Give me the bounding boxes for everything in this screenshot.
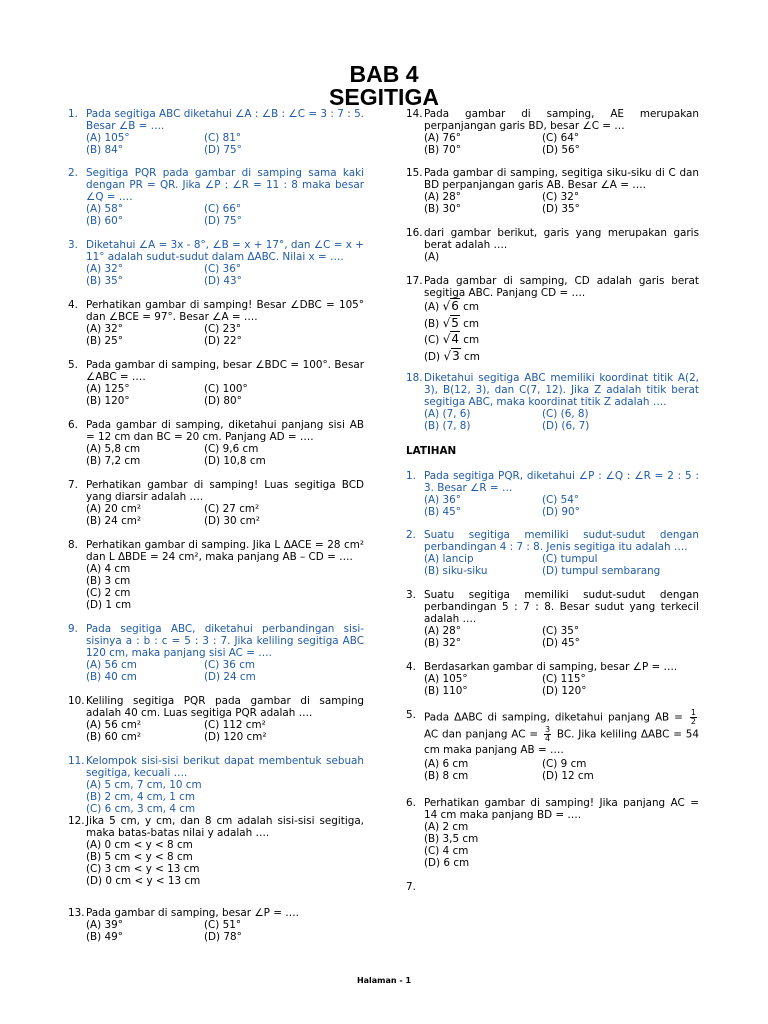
question-item [406, 529, 699, 577]
answer-options [424, 821, 699, 869]
answer-options [424, 553, 699, 577]
answer-option[interactable]: (B) 3,5 cm [424, 833, 479, 845]
answer-option[interactable]: (D) 75° [204, 144, 242, 156]
option-label: (D) [424, 350, 441, 363]
answer-option[interactable] [424, 299, 699, 316]
question-item [406, 227, 699, 263]
answer-option[interactable]: (B) 35° [86, 275, 123, 287]
answer-option[interactable]: (C) 64° [542, 132, 580, 144]
question-text: Perhatikan gambar di samping! Jika panjang AC = 14 cm maka panjang BD = …. [424, 797, 699, 821]
answer-options [424, 625, 699, 649]
answer-options [86, 383, 364, 407]
answer-option[interactable]: (A) 5 cm, 7 cm, 10 cm [86, 779, 202, 791]
answer-option[interactable]: (B) 110° [424, 685, 468, 697]
answer-option[interactable]: (D) 12 cm [542, 770, 594, 782]
answer-options [424, 132, 699, 156]
question-item [406, 372, 699, 432]
question-number: 12. [68, 815, 85, 827]
answer-option[interactable]: (C) 54° [542, 494, 580, 506]
question-text: Pada segitiga ABC, diketahui perbandingan sisi-sisinya a : b : c = 5 : 3 : 7. Jika keliling segitiga ABC 120 cm, maka panjang sisi AC = …. [86, 623, 364, 659]
fraction-numerator: 3 [544, 725, 551, 734]
question-body [424, 167, 699, 215]
answer-option[interactable]: (D) 56° [542, 144, 580, 156]
answer-options [86, 839, 364, 887]
answer-option[interactable]: (B) 25° [86, 335, 123, 347]
question-body [86, 755, 364, 815]
question-item [68, 239, 364, 287]
question-number: 3. [68, 239, 78, 251]
answer-option[interactable]: (B) 30° [424, 203, 461, 215]
question-number: 18. [406, 372, 423, 384]
answer-options [86, 503, 364, 527]
answer-options [86, 919, 364, 943]
answer-option[interactable]: (D) 1 cm [86, 599, 132, 611]
question-text: Pada gambar di samping, CD adalah garis berat segitiga ABC. Panjang CD = …. [424, 275, 699, 299]
answer-option[interactable]: (B) 49° [86, 931, 123, 943]
answer-option[interactable]: (D) 90° [542, 506, 580, 518]
answer-option[interactable]: (A) 56 cm [86, 659, 137, 671]
question-body [424, 275, 699, 365]
question-number: 10. [68, 695, 85, 707]
answer-options [86, 443, 364, 467]
answer-options [86, 132, 364, 156]
fraction [690, 709, 697, 726]
answer-option[interactable]: (A) 58° [86, 203, 123, 215]
answer-option[interactable]: (C) 66° [204, 203, 242, 215]
answer-option[interactable]: (A) 105° [424, 673, 468, 685]
answer-option[interactable]: (B) 70° [424, 144, 461, 156]
question-number: 14. [406, 108, 423, 120]
answer-option[interactable]: (C) 51° [204, 919, 242, 931]
answer-options [86, 719, 364, 743]
answer-option[interactable]: (C) 32° [542, 191, 580, 203]
answer-option[interactable]: (A) 32° [86, 263, 123, 275]
answer-option[interactable]: (D) 30 cm² [204, 515, 260, 527]
question-item [406, 108, 699, 156]
answer-option[interactable]: (B) 3 cm [86, 575, 131, 587]
answer-option[interactable]: (A) [424, 251, 440, 263]
question-number: 4. [406, 661, 416, 673]
answer-option[interactable]: (D) 35° [542, 203, 580, 215]
fraction-numerator: 1 [690, 708, 696, 717]
question-item [406, 167, 699, 215]
option-label: (C) [424, 334, 440, 346]
answer-options [424, 673, 699, 697]
question-item [68, 623, 364, 683]
answer-option[interactable]: (A) 125° [86, 383, 130, 395]
answer-options [424, 251, 699, 263]
answer-option[interactable] [424, 332, 699, 349]
answer-option[interactable]: (C) (6, 8) [542, 408, 589, 420]
chapter-title: SEGITIGA [329, 84, 439, 110]
question-text: Pada gambar di samping, AE merupakan perpanjangan garis BD, besar ∠C = … [424, 108, 699, 132]
option-label: (B) [424, 317, 440, 330]
question-item [68, 815, 364, 887]
square-root: √5 [442, 315, 459, 330]
question-text: Jika 5 cm, y cm, dan 8 cm adalah sisi-sisi segitiga, maka batas-batas nilai y adalah …. [86, 815, 364, 839]
fraction-denominator: 2 [690, 717, 696, 726]
question-number: 9. [68, 623, 78, 635]
answer-options [86, 323, 364, 347]
question-text: Pada gambar di samping, diketahui panjang sisi AB = 12 cm dan BC = 20 cm. Panjang AD = …. [86, 419, 364, 443]
question-body [86, 623, 364, 683]
square-root: √6 [442, 299, 459, 313]
question-text [424, 709, 699, 758]
answer-option[interactable]: (C) 9 cm [542, 758, 587, 770]
answer-option[interactable]: (C) 23° [204, 323, 242, 335]
radicand: 4 [451, 332, 459, 346]
fraction [544, 726, 551, 743]
answer-option[interactable]: (C) 6 cm, 3 cm, 4 cm [86, 803, 196, 815]
radicand: 6 [451, 299, 459, 313]
question-body [424, 227, 699, 263]
radical-options [424, 299, 699, 365]
question-item [406, 709, 699, 782]
answer-option[interactable]: (A) 20 cm² [86, 503, 142, 515]
answer-options [424, 494, 699, 518]
answer-option[interactable]: (D) 43° [204, 275, 242, 287]
question-number: 3. [406, 589, 416, 601]
question-body [86, 419, 364, 467]
answer-option[interactable]: (A) 2 cm [424, 821, 469, 833]
answer-option[interactable]: (A) 5,8 cm [86, 443, 141, 455]
answer-option[interactable]: (A) 39° [86, 919, 123, 931]
answer-option[interactable]: (A) lancip [424, 553, 474, 565]
answer-option[interactable]: (A) 105° [86, 132, 130, 144]
question-body [86, 479, 364, 527]
answer-option[interactable]: (A) 4 cm [86, 563, 131, 575]
answer-option[interactable]: (B) 84° [86, 144, 123, 156]
answer-option[interactable] [424, 316, 699, 333]
question-body [86, 359, 364, 407]
answer-option[interactable]: (D) 10,8 cm [204, 455, 266, 467]
answer-option[interactable]: (A) 28° [424, 625, 461, 637]
answer-option[interactable]: (B) 7,2 cm [86, 455, 141, 467]
question-number: 5. [68, 359, 78, 371]
answer-option[interactable]: (D) (6, 7) [542, 420, 590, 432]
question-text-part: BC. Jika keliling ΔABC = 54 cm maka panjang AB = …. [424, 728, 699, 756]
answer-option[interactable]: (A) 32° [86, 323, 123, 335]
question-number: 8. [68, 539, 78, 551]
question-item [68, 479, 364, 527]
question-text: Diketahui ∠A = 3x - 8°, ∠B = x + 17°, dan ∠C = x + 11° adalah sudut-sudut dalam ΔABC. Nilai x = …. [86, 239, 364, 263]
option-unit: cm [463, 301, 479, 313]
answer-option[interactable]: (B) 32° [424, 637, 461, 649]
question-text: Perhatikan gambar di samping! Besar ∠DBC = 105° dan ∠BCE = 97°. Besar ∠A = …. [86, 299, 364, 323]
answer-option[interactable]: (D) 22° [204, 335, 242, 347]
question-item [68, 299, 364, 347]
question-body [86, 167, 364, 227]
question-body [424, 529, 699, 577]
fraction-denominator: 4 [544, 734, 551, 743]
answer-option[interactable]: (C) 100° [204, 383, 248, 395]
question-body [86, 239, 364, 287]
question-text: Suatu segitiga memiliki sudut-sudut dengan perbandingan 5 : 7 : 8. Besar sudut yang terkecil adalah …. [424, 589, 699, 625]
question-body [424, 470, 699, 518]
answer-option[interactable]: (D) 45° [542, 637, 580, 649]
question-item [68, 907, 364, 943]
question-text: Keliling segitiga PQR pada gambar di samping adalah 40 cm. Luas segitiga PQR adalah …. [86, 695, 364, 719]
answer-options [86, 563, 364, 611]
question-text: Segitiga PQR pada gambar di samping sama kaki dengan PR = QR. Jika ∠P : ∠R = 11 : 8 maka besar ∠Q = …. [86, 167, 364, 203]
question-number: 4. [68, 299, 78, 311]
answer-option[interactable]: (D) tumpul sembarang [542, 565, 661, 577]
question-number: 7. [68, 479, 78, 491]
question-body [424, 589, 699, 649]
question-item [68, 755, 364, 815]
answer-option[interactable]: (A) 28° [424, 191, 461, 203]
answer-option[interactable]: (B) 8 cm [424, 770, 469, 782]
answer-option[interactable]: (D) 0 cm < y < 13 cm [86, 875, 201, 887]
radicand: 5 [451, 315, 459, 330]
answer-option[interactable]: (B) 120° [86, 395, 130, 407]
answer-option[interactable]: (A) 76° [424, 132, 461, 144]
question-number: 2. [406, 529, 416, 541]
question-body [86, 815, 364, 887]
answer-option[interactable]: (B) 40 cm [86, 671, 137, 683]
answer-option[interactable]: (A) 56 cm² [86, 719, 142, 731]
question-number: 16. [406, 227, 423, 239]
question-text: Pada gambar di samping, segitiga siku-siku di C dan BD perpanjangan garis AB. Besar ∠A = …. [424, 167, 699, 191]
question-item [406, 589, 699, 649]
question-number: 11. [68, 755, 85, 767]
question-item [68, 695, 364, 743]
question-number: 5. [406, 709, 416, 721]
question-item [68, 539, 364, 611]
question-number: 17. [406, 275, 423, 287]
answer-option[interactable]: (D) 24 cm [204, 671, 256, 683]
question-text: Pada segitiga ABC diketahui ∠A : ∠B : ∠C = 3 : 7 : 5. Besar ∠B = …. [86, 108, 364, 132]
question-item [68, 167, 364, 227]
answer-option[interactable]: (C) 115° [542, 673, 586, 685]
question-item [68, 108, 364, 156]
question-number: 1. [406, 470, 416, 482]
answer-option[interactable]: (A) 0 cm < y < 8 cm [86, 839, 193, 851]
question-item [68, 359, 364, 407]
question-number: 2. [68, 167, 78, 179]
answer-option[interactable]: (C) 35° [542, 625, 580, 637]
latihan-heading: LATIHAN [406, 445, 457, 457]
answer-option[interactable]: (C) 2 cm [86, 587, 131, 599]
answer-option[interactable]: (D) 120 cm² [204, 731, 267, 743]
chapter-number: BAB 4 [349, 61, 419, 87]
option-unit: cm [464, 350, 480, 363]
question-number: 13. [68, 907, 85, 919]
question-text: Diketahui segitiga ABC memiliki koordinat titik A(2, 3), B(12, 3), dan C(7, 12). Jika Z adalah titik berat segitiga ABC, maka koordinat titik Z adalah …. [424, 372, 699, 408]
answer-option[interactable]: (C) 81° [204, 132, 242, 144]
option-unit: cm [463, 334, 480, 346]
question-text: Pada gambar di samping, besar ∠P = …. [86, 907, 299, 919]
question-body [86, 907, 364, 943]
answer-option[interactable]: (C) 27 cm² [204, 503, 260, 515]
question-number: 15. [406, 167, 423, 179]
option-label: (A) [424, 301, 440, 313]
answer-option[interactable]: (D) 75° [204, 215, 242, 227]
answer-option[interactable]: (C) tumpul [542, 553, 598, 565]
question-item [68, 419, 364, 467]
answer-option[interactable]: (B) 60 cm² [86, 731, 142, 743]
question-number: 6. [406, 797, 416, 809]
answer-option[interactable]: (B) 60° [86, 215, 123, 227]
question-text: Suatu segitiga memiliki sudut-sudut dengan perbandingan 4 : 7 : 8. Jenis segitiga itu adalah …. [424, 529, 699, 553]
question-text-part: AC dan panjang AC = [424, 728, 539, 741]
answer-option[interactable]: (C) 4 cm [424, 845, 469, 857]
answer-options [86, 203, 364, 227]
question-body [86, 299, 364, 347]
question-body [86, 695, 364, 743]
square-root: √3 [443, 348, 460, 363]
answer-options [424, 191, 699, 215]
answer-option[interactable] [424, 349, 699, 366]
answer-option[interactable]: (A) 6 cm [424, 758, 469, 770]
question-body [424, 108, 699, 156]
question-item [406, 797, 699, 869]
answer-option[interactable]: (C) 112 cm² [204, 719, 266, 731]
answer-options [86, 263, 364, 287]
question-text: Perhatikan gambar di samping. Jika L ΔACE = 28 cm² dan L ΔBDE = 24 cm², maka panjang AB – CD = …. [86, 539, 364, 563]
question-number: 1. [68, 108, 78, 120]
answer-options [424, 408, 699, 432]
answer-option[interactable]: (D) 6 cm [424, 857, 470, 869]
page-footer: Halaman - 1 [356, 976, 412, 985]
answer-option[interactable]: (A) 36° [424, 494, 461, 506]
answer-option[interactable]: (B) siku-siku [424, 565, 488, 577]
answer-option[interactable]: (D) 120° [542, 685, 587, 697]
square-root: √4 [442, 332, 459, 346]
question-text: Perhatikan gambar di samping! Luas segitiga BCD yang diarsir adalah …. [86, 479, 364, 503]
question-body [424, 372, 699, 432]
question-text: Pada gambar di samping, besar ∠BDC = 100°. Besar ∠ABC = …. [86, 359, 364, 383]
question-number: 7. [406, 881, 416, 893]
option-unit: cm [463, 317, 480, 330]
question-text: dari gambar berikut, garis yang merupakan garis berat adalah …. [424, 227, 699, 251]
question-number: 6. [68, 419, 78, 431]
question-item [406, 470, 699, 518]
question-item [406, 275, 699, 365]
answer-option[interactable]: (C) 36 cm [204, 659, 256, 671]
question-text: Pada segitiga PQR, diketahui ∠P : ∠Q : ∠R = 2 : 5 : 3. Besar ∠R = … [424, 470, 699, 494]
radicand: 3 [452, 348, 460, 363]
answer-option[interactable]: (C) 36° [204, 263, 242, 275]
question-body [86, 539, 364, 611]
answer-option[interactable]: (B) 24 cm² [86, 515, 142, 527]
answer-option[interactable]: (B) 5 cm < y < 8 cm [86, 851, 193, 863]
answer-option[interactable]: (C) 3 cm < y < 13 cm [86, 863, 200, 875]
question-text-part: Pada ΔABC di samping, diketahui panjang AB = [424, 711, 683, 724]
answer-option[interactable]: (D) 78° [204, 931, 242, 943]
answer-options [86, 779, 364, 815]
question-text: Berdasarkan gambar di samping, besar ∠P = …. [424, 661, 678, 673]
answer-option[interactable]: (B) 2 cm, 4 cm, 1 cm [86, 791, 195, 803]
question-body [424, 797, 699, 869]
question-body [86, 108, 364, 156]
answer-option[interactable]: (C) 9,6 cm [204, 443, 259, 455]
question-body [424, 661, 699, 697]
answer-option[interactable]: (B) (7, 8) [424, 420, 471, 432]
answer-options [86, 659, 364, 683]
question-body [424, 709, 699, 782]
question-item [406, 661, 699, 697]
question-text: Kelompok sisi-sisi berikut dapat membentuk sebuah segitiga, kecuali …. [86, 755, 364, 779]
answer-option[interactable]: (A) (7, 6) [424, 408, 471, 420]
answer-option[interactable]: (D) 80° [204, 395, 242, 407]
answer-option[interactable]: (B) 45° [424, 506, 461, 518]
answer-options [424, 758, 699, 782]
